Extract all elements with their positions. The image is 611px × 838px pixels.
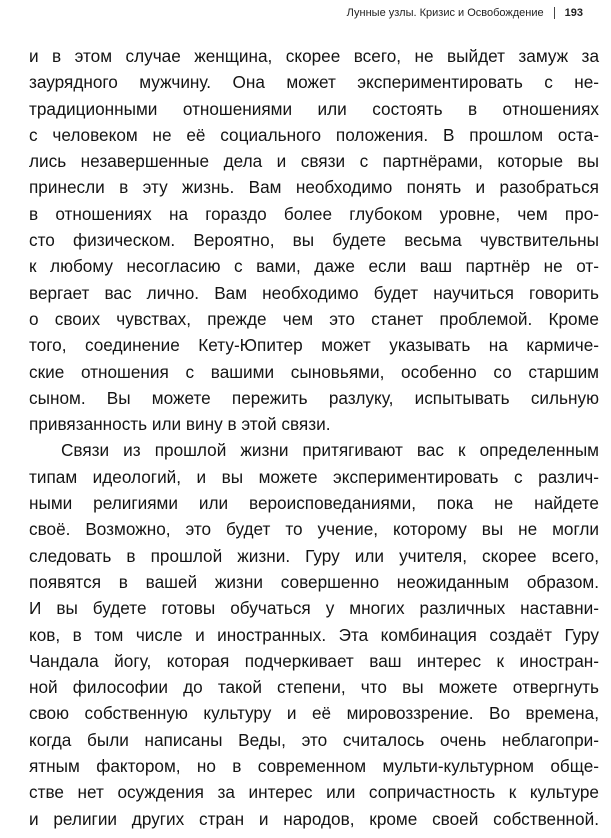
text-line: Чандала йогу, которая подчеркивает ваш интерес к иностран- bbox=[29, 650, 599, 671]
running-header bbox=[347, 6, 583, 20]
text-line: в отношениях на гораздо более глубоком уровне, чем про- bbox=[29, 203, 599, 224]
text-line: принесли в эту жизнь. Вам необходимо понять и разобраться bbox=[29, 177, 599, 198]
header-divider bbox=[554, 7, 555, 19]
text-line: к любому несогласию с вами, даже если ваш партнёр не от- bbox=[29, 256, 599, 277]
paragraph-2 bbox=[29, 437, 599, 831]
text-line: Связи из прошлой жизни притягивают вас к определенным bbox=[61, 440, 599, 461]
text-line: когда были написаны Веды, это считалось очень неблагопри- bbox=[29, 729, 599, 750]
text-line: появятся в вашей жизни совершенно неожиданным образом. bbox=[29, 571, 599, 592]
text-line: И вы будете готовы обучаться у многих различных наставни- bbox=[29, 598, 599, 619]
running-title: Лунные узлы. Кризис и Освобождение bbox=[346, 7, 544, 19]
text-line: стве нет осуждения за интерес или сопричастность к культуре bbox=[29, 782, 599, 803]
text-line: ские отношения с вашими сыновьями, особенно со старшим bbox=[29, 361, 599, 382]
text-line: сыном. Вы можете пережить разлуку, испытывать сильную bbox=[29, 387, 599, 408]
text-line: с человеком не её социального положения. В прошлом оста- bbox=[29, 124, 599, 145]
text-line: сто физическом. Вероятно, вы будете весьма чувствительны bbox=[29, 230, 599, 251]
text-line: заурядного мужчину. Она может экспериментировать с не- bbox=[29, 72, 599, 93]
text-line: и религии других стран и народов, кроме своей собственной. bbox=[29, 808, 599, 829]
text-line: ными религиями или вероисповеданиями, пока не найдете bbox=[29, 493, 599, 514]
text-line: привязанность или вину в этой связи. bbox=[29, 414, 331, 435]
text-line: типам идеологий, и вы можете экспериментировать с различ- bbox=[29, 466, 599, 487]
text-line: вергает вас лично. Вам необходимо будет научиться говорить bbox=[29, 282, 599, 303]
page-number: 193 bbox=[564, 7, 583, 19]
text-line: ятным фактором, но в современном мульти-культурном обще- bbox=[29, 756, 599, 777]
text-line: о своих чувствах, прежде чем это станет проблемой. Кроме bbox=[29, 308, 599, 329]
text-line: своё. Возможно, это будет то учение, которому вы не могли bbox=[29, 519, 599, 540]
text-line: ной философии до такой степени, что вы можете отвергнуть bbox=[29, 677, 599, 698]
text-line: свою собственную культуру и её мировоззрение. Во времена, bbox=[29, 703, 599, 724]
text-line: того, соединение Кету-Юпитер может указывать на кармиче- bbox=[29, 335, 599, 356]
paragraph-1 bbox=[29, 43, 599, 437]
text-line: традиционными отношениями или состоять в отношениях bbox=[29, 98, 599, 119]
text-line: и в этом случае женщина, скорее всего, не выйдет замуж за bbox=[29, 46, 599, 66]
text-line: лись незавершенные дела и связи с партнёрами, которые вы bbox=[29, 151, 599, 172]
body-text bbox=[29, 43, 599, 832]
text-line: ков, в том числе и иностранных. Эта комбинация создаёт Гуру bbox=[29, 624, 599, 645]
text-line: следовать в прошлой жизни. Гуру или учителя, скорее всего, bbox=[29, 545, 599, 566]
